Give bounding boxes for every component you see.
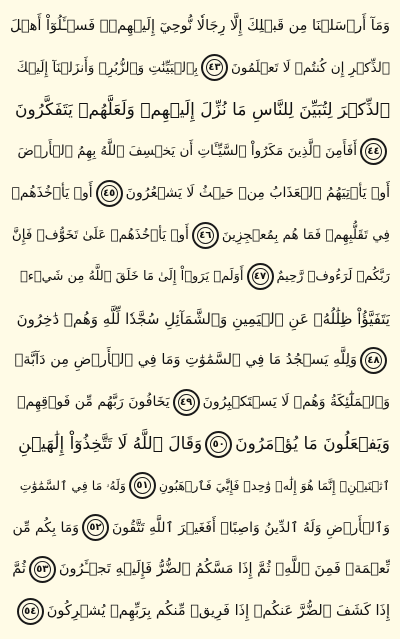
ayah-number-marker xyxy=(201,54,228,81)
verse-line xyxy=(10,508,390,550)
verse-text: وَلَهُۥ مَا فِي ٱلسَّمَٰوَٰتِ xyxy=(19,477,126,493)
verse-line xyxy=(10,173,390,215)
ayah-number-marker xyxy=(247,263,274,290)
verse-text: ٱلذِّكۡرِ إِن كُنتُمۡ لَا تَعۡلَمُونَ xyxy=(230,59,390,76)
ayah-number-marker xyxy=(192,222,219,249)
verse-text: رَبَّكُمۡ لَرَءُوفٞ رَّحِيمٌ xyxy=(276,268,390,284)
ayah-number: ٤٦ xyxy=(199,229,212,241)
verse-text: نِّعۡمَةٖ فَمِنَ ٱللَّهِۖ ثُمَّ إِذَا مَسَّكُمُ ٱلضُّرُّ فَإِلَيۡهِ تَجۡـَٔرُونَ xyxy=(58,561,390,578)
ayah-number-marker xyxy=(360,347,387,374)
verse-line xyxy=(10,549,390,591)
ayah-number: ٤٨ xyxy=(367,354,380,366)
ayah-number-marker xyxy=(129,472,156,499)
verse-line xyxy=(10,6,390,48)
ayah-number: ٥١ xyxy=(136,480,149,492)
verse-text: بِٱلۡبَيِّنَٰتِ وَٱلزُّبُرِۗ وَأَنزَلۡنَآ إِلَيۡكَ xyxy=(16,59,198,76)
verse-text: وَلِلَّهِ يَسۡجُدُ مَا فِي ٱلسَّمَٰوَٰتِ وَمَا فِي ٱلۡأَرۡضِ مِن دَآبَّةٖ xyxy=(14,352,357,369)
verse-line xyxy=(10,591,390,633)
verse-text: يَخَافُونَ رَبَّهُم مِّن فَوۡقِهِمۡ xyxy=(17,394,170,411)
verse-text: وَيَفۡعَلُونَ مَا يُؤۡمَرُونَ xyxy=(235,434,390,454)
verse-line xyxy=(10,48,390,90)
ayah-number: ٤٥ xyxy=(103,187,116,199)
ayah-number: ٤٤ xyxy=(367,145,380,157)
verse-line xyxy=(10,424,390,466)
verse-text: أَوَلَمۡ يَرَوۡاْ إِلَىٰ مَا خَلَقَ ٱللَّهُ مِن شَيۡءٖ xyxy=(19,268,244,284)
verse-line xyxy=(10,131,390,173)
verse-text: وَٱلۡمَلَٰٓئِكَةُ وَهُمۡ لَا يَسۡتَكۡبِرُونَ xyxy=(202,394,390,411)
verse-text: أَوۡ يَأۡخُذَهُمۡ xyxy=(11,185,93,202)
ayah-number: ٥٤ xyxy=(24,605,37,617)
verse-line xyxy=(10,299,390,341)
ayah-number: ٤٣ xyxy=(208,62,221,74)
verse-line xyxy=(10,466,390,508)
ayah-number: ٥٣ xyxy=(36,563,49,575)
verse-text: وَقَالَ ٱللَّهُ لَا تَتَّخِذُوٓاْ إِلَٰهَيۡنِ xyxy=(18,434,203,454)
verse-text: أَفَأَمِنَ ٱلَّذِينَ مَكَرُواْ ٱلسَّيِّـَٔاتِ أَن يَخۡسِفَ ٱللَّهُ بِهِمُ ٱلۡأَرۡضَ xyxy=(17,143,357,160)
verse-text: ٱلذِّكۡرَ لِتُبَيِّنَ لِلنَّاسِ مَا نُزِّلَ إِلَيۡهِمۡ وَلَعَلَّهُمۡ يَتَفَكَّرُونَ xyxy=(14,99,390,120)
ayah-number-marker xyxy=(17,598,44,625)
verse-line xyxy=(10,382,390,424)
verse-lines xyxy=(10,6,390,635)
ayah-number-marker xyxy=(29,556,56,583)
ayah-number-marker xyxy=(205,431,232,458)
verse-text: إِذَا كَشَفَ ٱلضُّرَّ عَنكُمۡ إِذَا فَرِيقٞ مِّنكُم بِرَبِّهِمۡ يُشۡرِكُونَ xyxy=(46,603,390,620)
ayah-number: ٤٧ xyxy=(253,271,267,283)
ayah-number: ٤٩ xyxy=(180,396,193,408)
ayah-number: ٥٢ xyxy=(89,522,102,534)
ayah-number-marker xyxy=(360,138,387,165)
verse-line xyxy=(10,90,390,132)
verse-text: وَٱلۡأَرۡضِ وَلَهُ ٱلدِّينُ وَاصِبًاۚ أَفَغَيۡرَ ٱللَّهِ تَتَّقُونَ xyxy=(111,519,390,536)
verse-line xyxy=(10,257,390,299)
ayah-number-marker xyxy=(173,389,200,416)
verse-text: ٱثۡنَيۡنِۖ إِنَّمَا هُوَ إِلَٰهٞ وَٰحِدٞ فَإِيَّٰيَ فَٱرۡهَبُونِ xyxy=(158,477,390,493)
verse-text: يَتَفَيَّؤُاْ ظِلَٰلُهُۥ عَنِ ٱلۡيَمِينِ وَٱلشَّمَآئِلِ سُجَّدٗا لِّلَّهِ وَهُمۡ دَٰخِرُونَ xyxy=(16,309,390,328)
verse-text: أَوۡ يَأۡخُذَهُمۡ عَلَىٰ تَخَوُّفٖ فَإِنَّ xyxy=(11,227,189,243)
verse-line xyxy=(10,340,390,382)
ayah-number-marker xyxy=(96,180,123,207)
ayah-number-marker xyxy=(82,514,109,541)
verse-text: ثُمَّ xyxy=(12,561,26,578)
ayah-number: ٥٠ xyxy=(212,438,225,450)
verse-text: وَمَآ أَرۡسَلۡنَا مِن قَبۡلِكَ إِلَّا رِجَالٗا نُّوحِيٓ إِلَيۡهِمۡۖ فَسۡـَٔلُوٓاْ أَهۡلَ xyxy=(10,18,390,34)
verse-text: أَوۡ يَأۡتِيَهُمُ ٱلۡعَذَابُ مِنۡ حَيۡثُ لَا يَشۡعُرُونَ xyxy=(125,185,390,202)
verse-text: فِي تَقَلُّبِهِمۡ فَمَا هُم بِمُعۡجِزِينَ xyxy=(221,227,390,243)
verse-line xyxy=(10,215,390,257)
verse-text: وَمَا بِكُم مِّن xyxy=(12,519,79,536)
